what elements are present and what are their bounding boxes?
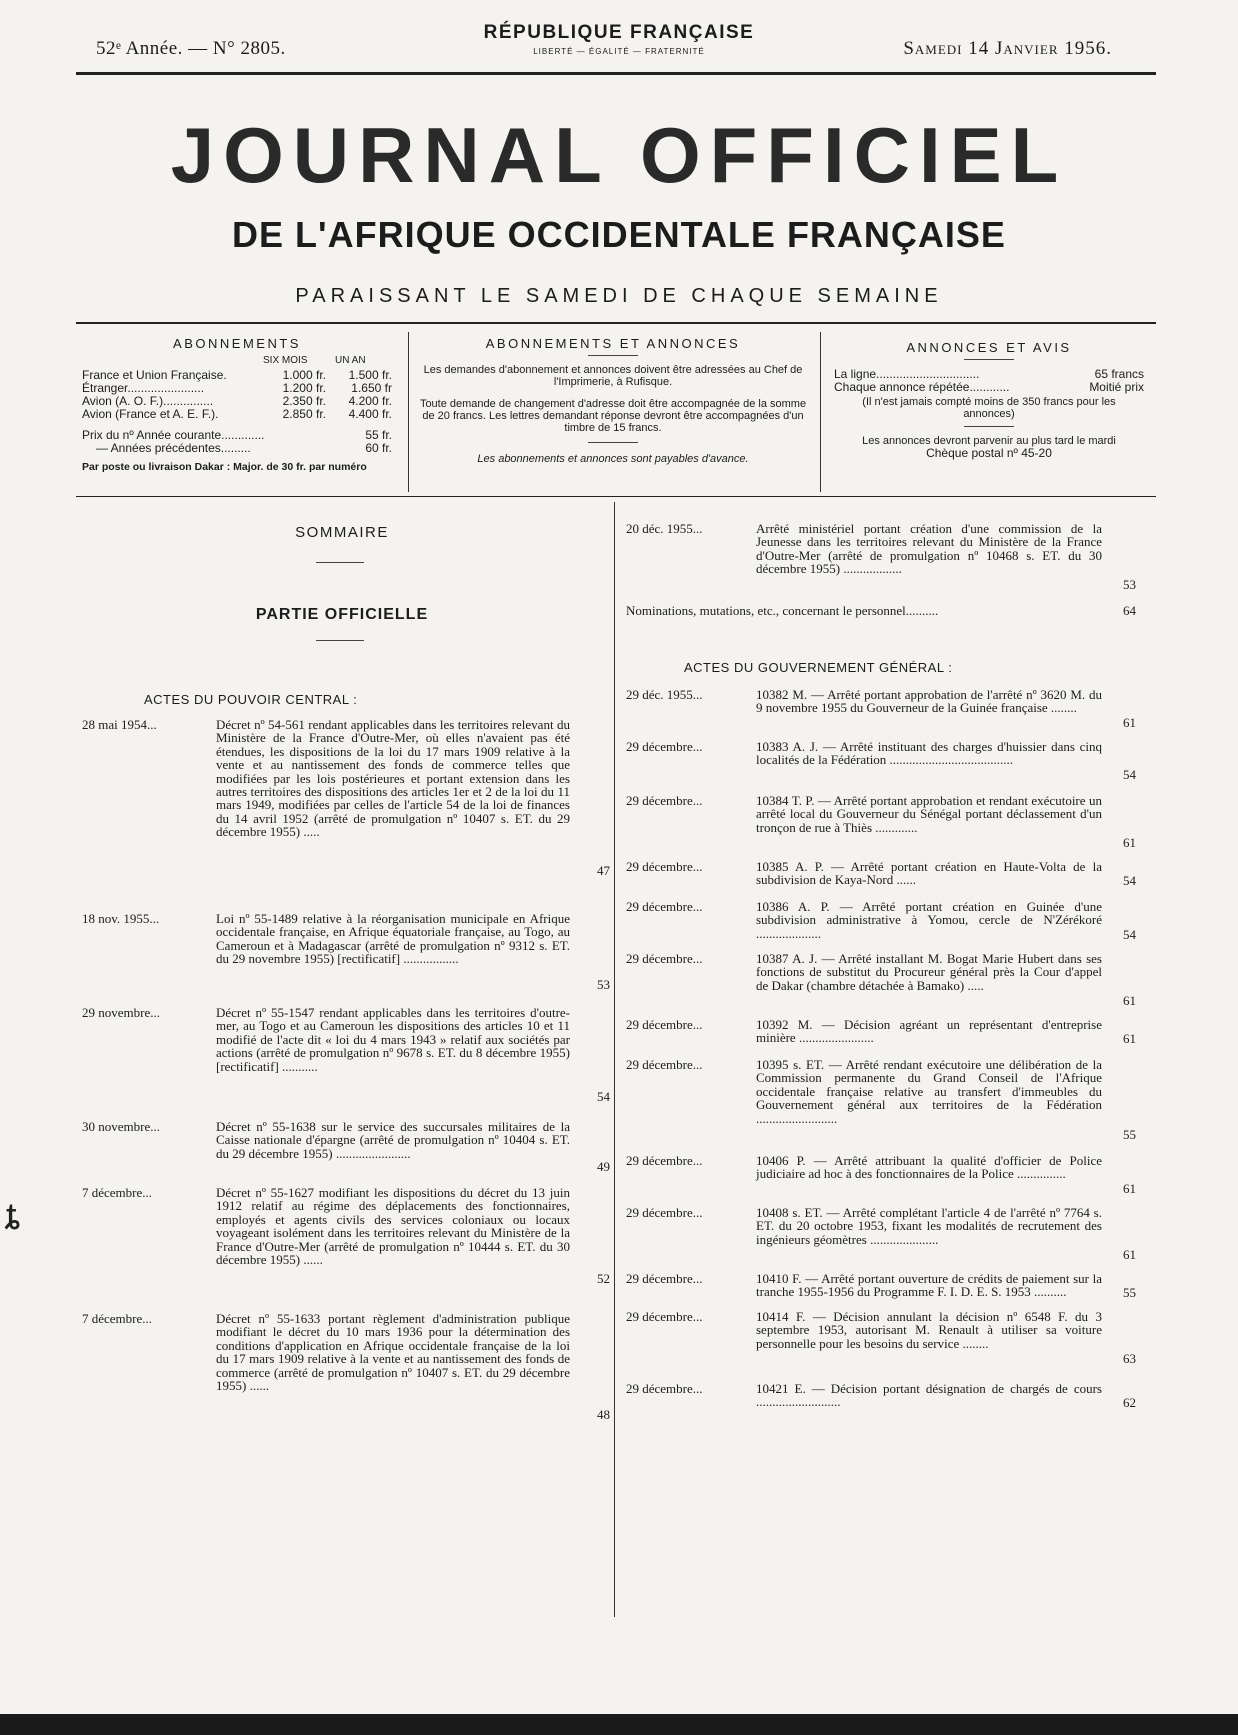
sep: [964, 426, 1014, 427]
toc-date: 29 décembre...: [626, 951, 703, 966]
toc-page: 53: [597, 977, 610, 992]
abonnements-annonces-p2: Toute demande de changement d'adresse doit être accompagnée de la somme de 20 francs. Les lettres demandant réponse devront être accompagnées d'un timbre de 15 francs.: [419, 398, 807, 434]
toc-text: Décret nº 55-1627 modifiant les dispositions du décret du 13 juin 1912 relatif au régime des déplacements des fonctionnaires, employés et agents civils des services coloniaux ou locaux voyageant isolément dans les territoires relevant du Ministère de la France d'Outre-Mer (arrêté de promulgation nº 10444 s. ET. du 30 décembre 1955) ......: [216, 1185, 570, 1268]
toc-date: 29 déc. 1955...: [626, 687, 703, 702]
toc-text: 10406 P. — Arrêté attribuant la qualité d'officier de Police judiciaire ad hoc à des fonctionnaires de la Police ...............: [756, 1153, 1102, 1182]
toc-entry: [82, 718, 612, 878]
subscription-label: France et Union Française.: [82, 368, 227, 382]
prix-courante-value: 55 fr.: [365, 428, 392, 442]
toc-date: 29 décembre...: [626, 1271, 703, 1286]
toc-date: 29 décembre...: [626, 1205, 703, 1220]
box-abonnements-annonces: [418, 330, 808, 493]
annonces-price-table: [834, 368, 1144, 394]
prix-precedentes-label: — Années précédentes.........: [96, 441, 251, 455]
issue-date: Samedi 14 Janvier 1956.: [903, 38, 1112, 59]
sommaire-rule: [316, 562, 364, 563]
toc-entry: [626, 860, 1141, 888]
toc-page: 48: [597, 1407, 610, 1422]
toc-text: Décret nº 54-561 rendant applicables dans les territoires relevant du Ministère de la France d'Outre-Mer, où elles n'avaient pas été étendues, les dispositions de la loi du 17 mars 1909 relative à la vente et au nantissement des fonds de commerce telles que modifiées par les lois postérieures et portant extension dans les autres territoires des dispositions des articles 1er et 2 de la loi du 11 mars 1949, modifiées par celles de l'article 54 de la loi de finances du 14 avril 1952 (arrêté de promulgation nº 10407 s. ET. du 29 décembre 1955) .....: [216, 717, 570, 840]
section-gouvernement-general: ACTES DU GOUVERNEMENT GÉNÉRAL :: [684, 660, 953, 675]
subscription-six-mois: 2.850 fr.: [282, 407, 326, 421]
section-pouvoir-central: ACTES DU POUVOIR CENTRAL :: [144, 692, 358, 707]
toc-entry: [626, 900, 1141, 942]
ligne-value: 65 francs: [1094, 367, 1144, 381]
toc-page: 52: [597, 1271, 610, 1286]
subscription-un-an: 4.400 fr.: [348, 407, 392, 421]
toc-text: 10386 A. P. — Arrêté portant création en Guinée d'une subdivision administrative à Yomou, cercle de N'Zérékoré ....................: [756, 899, 1102, 941]
toc-entry: [626, 1058, 1141, 1142]
toc-entry: [626, 522, 1141, 592]
toc-date: 30 novembre...: [82, 1119, 160, 1134]
annonces-footer-2: Chèque postal nº 45-20: [926, 446, 1052, 460]
masthead-rule: [76, 72, 1156, 75]
sommaire-heading: SOMMAIRE: [295, 524, 389, 541]
toc-date: 29 novembre...: [82, 1005, 160, 1020]
toc-text: Décret nº 55-1638 sur le service des succursales militaires de la Caisse nationale d'épargne (arrêté de promulgation nº 10404 s. ET. du 29 décembre 1955) .......................: [216, 1119, 570, 1161]
prix-precedentes-value: 60 fr.: [365, 441, 392, 455]
toc-page: 54: [597, 1089, 610, 1104]
issue-number: 52ᵉ Année. — N° 2805.: [96, 38, 286, 59]
toc-text: Arrêté ministériel portant création d'une commission de la Jeunesse dans les territoires relevant du Ministère de la France d'Outre-Mer (arrêté de promulgation nº 10468 s. ET. du 30 décembre 1955) ..................: [756, 521, 1102, 577]
subscription-un-an: 1.500 fr.: [348, 368, 392, 382]
toc-date: 29 décembre...: [626, 899, 703, 914]
boxes-bottom-rule: [76, 496, 1156, 497]
toc-date: 7 décembre...: [82, 1185, 153, 1200]
subscription-label: Avion (France et A. E. F.).: [82, 407, 219, 421]
toc-text: Décret nº 55-1633 portant règlement d'administration publique modifiant le décret du 10 mars 1936 pour la détermination des conditions d'application en Afrique occidentale française de la loi du 17 mars 1909 relative à la vente et au nantissement des fonds de commerce (arrêté de promulgation nº 10407 s. ET. du 29 décembre 1955) ......: [216, 1311, 570, 1394]
toc-text: Loi nº 55-1489 relative à la réorganisation municipale en Afrique occidentale française, en Afrique équatoriale française, au Togo, au Cameroun et à Madagascar (arrêté de promulgation nº 9312 s. ET. du 29 novembre 1955) [rectificatif] .................: [216, 911, 570, 967]
toc-text: 10408 s. ET. — Arrêté complétant l'article 4 de l'arrêté nº 7764 s. ET. du 20 octobre 1953, fixant les modalités de recrutement des ingénieurs géomètres .....................: [756, 1205, 1102, 1247]
toc-page: 54: [1123, 927, 1136, 942]
toc-entry: [82, 912, 612, 992]
toc-page: 55: [1123, 1285, 1136, 1300]
annonces-footer-1: Les annonces devront parvenir au plus tard le mardi: [862, 435, 1116, 447]
toc-entry: [626, 1272, 1141, 1300]
sep: [588, 355, 638, 356]
subscription-un-an: 1.650 fr: [351, 381, 392, 395]
toc-date: 29 décembre...: [626, 1057, 703, 1072]
prix-courante-label: Prix du nº Année courante.............: [82, 428, 265, 442]
toc-entry: [82, 1186, 612, 1286]
toc-date: 29 décembre...: [626, 1153, 703, 1168]
abonnements-footer: Par poste ou livraison Dakar : Major. de 30 fr. par numéro: [82, 461, 367, 473]
toc-entry: [626, 1018, 1141, 1046]
toc-page: 54: [1123, 873, 1136, 888]
toc-page: 63: [1123, 1351, 1136, 1366]
ligne-label: La ligne...............................: [834, 367, 980, 381]
republic-motto: LIBERTÉ — ÉGALITÉ — FRATERNITÉ: [533, 47, 705, 56]
scan-bottom-edge: [0, 1714, 1238, 1735]
toc-entry: [626, 1154, 1141, 1196]
toc-page: 62: [1123, 1395, 1136, 1410]
toc-text: 10382 M. — Arrêté portant approbation de l'arrêté nº 3620 M. du 9 novembre 1955 du Gouverneur de la Guinée française ........: [756, 687, 1102, 716]
annonces-note: (Il n'est jamais compté moins de 350 francs pour les annonces): [862, 396, 1116, 420]
toc-text: Décret nº 55-1547 rendant applicables dans les territoires d'outre-mer, au Togo et au Cameroun les dispositions des articles 10 et 11 modifié de l'acte dit « loi du 4 mars 1943 » relatif aux sociétés par actions (arrêté de promulgation nº 9678 s. ET. du 8 décembre 1955) [rectificatif] ...........: [216, 1005, 570, 1074]
abonnements-annonces-footer: Les abonnements et annonces sont payables d'avance.: [477, 453, 749, 465]
toc-date: 20 déc. 1955...: [626, 521, 703, 536]
margin-mark: ȶ: [6, 1196, 20, 1238]
toc-date: 29 décembre...: [626, 1309, 703, 1324]
toc-text: 10414 F. — Décision annulant la décision nº 6548 F. du 3 septembre 1953, autorisant M. Renault à utiliser sa voiture personnelle pour les besoins du service ........: [756, 1309, 1102, 1351]
toc-page: 61: [1123, 1181, 1136, 1196]
toc-text: 10383 A. J. — Arrêté instituant des charges d'huissier dans cinq localités de la Fédération ......................................: [756, 739, 1102, 768]
annonces-avis-heading: ANNONCES ET AVIS: [906, 340, 1072, 355]
toc-page: 61: [1123, 993, 1136, 1008]
toc-date: 7 décembre...: [82, 1311, 153, 1326]
subscription-table: [82, 369, 392, 421]
toc-text: 10385 A. P. — Arrêté portant création en Haute-Volta de la subdivision de Kaya-Nord ......: [756, 859, 1102, 888]
toc-text: 10387 A. J. — Arrêté installant M. Bogat Marie Hubert dans ses fonctions de substitut du Procureur général près la Cour d'appel de Dakar (chambre détachée à Bamako) .....: [756, 951, 1102, 993]
box-annonces-avis: [834, 330, 1144, 493]
subscription-row: [82, 408, 392, 421]
repetee-value: Moitié prix: [1089, 380, 1144, 394]
nominations-entry: [626, 604, 1141, 618]
toc-entry: [626, 1310, 1141, 1366]
toc-date: 29 décembre...: [626, 793, 703, 808]
toc-page: 61: [1123, 835, 1136, 850]
nominations-page: 64: [1123, 603, 1136, 618]
repetee-label: Chaque annonce répétée............: [834, 380, 1010, 394]
subscription-six-mois: 1.200 fr.: [282, 381, 326, 395]
toc-entry: [626, 740, 1141, 782]
box-divider-1: [408, 332, 409, 492]
toc-date: 29 décembre...: [626, 1381, 703, 1396]
toc-date: 29 décembre...: [626, 739, 703, 754]
toc-page: 47: [597, 863, 610, 878]
journal-title: JOURNAL OFFICIEL: [170, 111, 1068, 199]
toc-text: 10421 E. — Décision portant désignation de chargés de cours ..........................: [756, 1381, 1102, 1410]
toc-entry: [82, 1312, 612, 1422]
toc-date: 18 nov. 1955...: [82, 911, 160, 926]
abonnements-annonces-p1: Les demandes d'abonnement et annonces doivent être adressées au Chef de l'Imprimerie, à Rufisque.: [423, 364, 803, 388]
toc-page: 61: [1123, 715, 1136, 730]
toc-page: 61: [1123, 1247, 1136, 1262]
toc-text: 10410 F. — Arrêté portant ouverture de crédits de paiement sur la tranche 1955-1956 du Programme F. I. D. E. S. 1953 ..........: [756, 1271, 1102, 1300]
box-abonnements: [82, 330, 392, 493]
toc-text: 10395 s. ET. — Arrêté rendant exécutoire une délibération de la Commission permanente du Grand Conseil de l'Afrique occidentale française relative au transfert d'immeubles du Gouvernement général aux territoires de la Fédération .........................: [756, 1057, 1102, 1126]
box-divider-2: [820, 332, 821, 492]
price-table: [82, 429, 392, 455]
toc-entry: [82, 1120, 612, 1174]
partie-rule: [316, 640, 364, 641]
toc-date: 29 décembre...: [626, 859, 703, 874]
toc-entry: [626, 794, 1141, 850]
abonnements-heading: ABONNEMENTS: [173, 336, 301, 351]
toc-entry: [626, 688, 1141, 730]
toc-page: 49: [597, 1159, 610, 1174]
toc-page: 53: [1123, 577, 1136, 592]
nominations-text: Nominations, mutations, etc., concernant le personnel..........: [626, 603, 939, 618]
toc-entry: [82, 1006, 612, 1104]
col-six-mois: SIX MOIS: [263, 355, 308, 366]
boxes-top-rule: [76, 322, 1156, 324]
journal-subtitle: DE L'AFRIQUE OCCIDENTALE FRANÇAISE: [232, 214, 1006, 255]
subscription-label: Avion (A. O. F.)...............: [82, 394, 214, 408]
journal-tagline: PARAISSANT LE SAMEDI DE CHAQUE SEMAINE: [295, 285, 943, 307]
subscription-six-mois: 1.000 fr.: [282, 368, 326, 382]
subscription-un-an: 4.200 fr.: [348, 394, 392, 408]
toc-entry: [626, 952, 1141, 1008]
toc-text: 10392 M. — Décision agréant un représentant d'entreprise minière .......................: [756, 1017, 1102, 1046]
toc-page: 61: [1123, 1031, 1136, 1046]
toc-page: 55: [1123, 1127, 1136, 1142]
sep: [964, 359, 1014, 360]
toc-date: 28 mai 1954...: [82, 717, 157, 732]
col-un-an: UN AN: [335, 355, 366, 366]
toc-entry: [626, 1206, 1141, 1262]
column-divider: [614, 502, 615, 1617]
subscription-six-mois: 2.350 fr.: [282, 394, 326, 408]
abonnements-annonces-heading: ABONNEMENTS ET ANNONCES: [485, 336, 741, 351]
toc-page: 54: [1123, 767, 1136, 782]
partie-officielle-heading: PARTIE OFFICIELLE: [255, 606, 429, 623]
toc-date: 29 décembre...: [626, 1017, 703, 1032]
sep: [588, 442, 638, 443]
subscription-label: Étranger.......................: [82, 381, 205, 395]
toc-entry: [626, 1382, 1141, 1410]
republic-name: RÉPUBLIQUE FRANÇAISE: [483, 22, 755, 43]
toc-text: 10384 T. P. — Arrêté portant approbation et rendant exécutoire un arrêté local du Gouverneur du Sénégal portant déclassement d'un tronçon de rue à Thiès .............: [756, 793, 1102, 835]
